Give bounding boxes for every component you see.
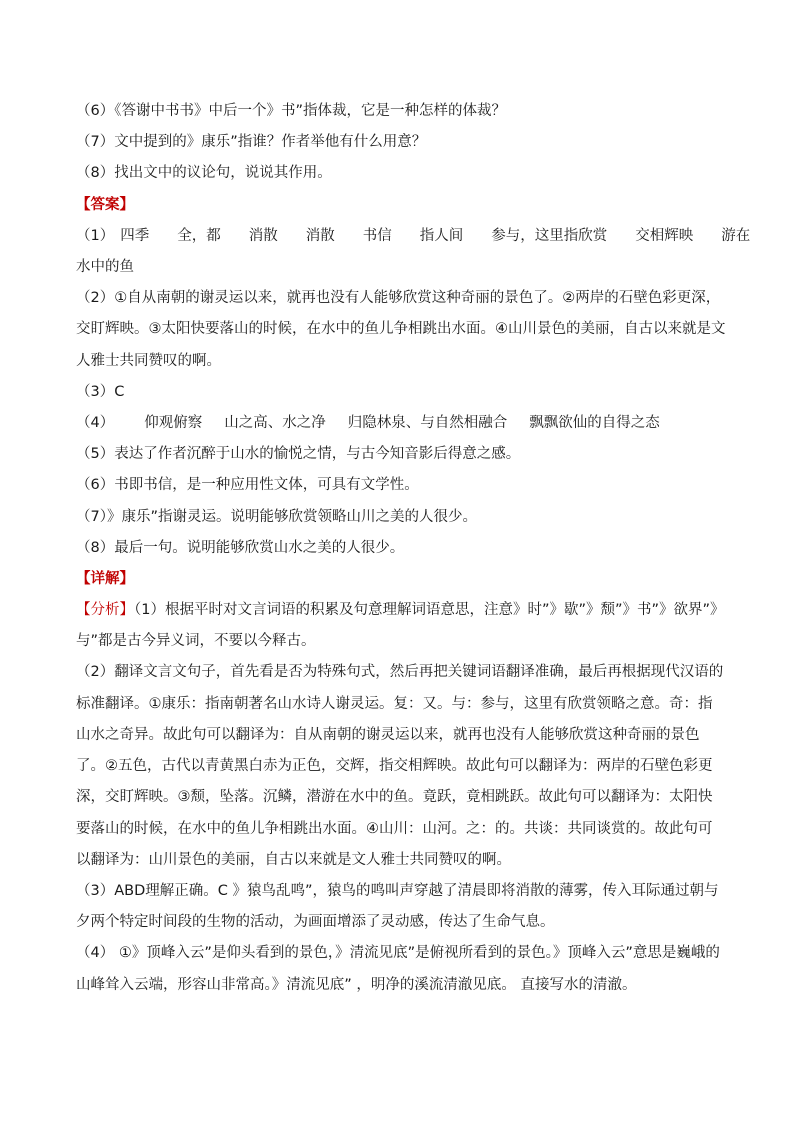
- answer-4-item: 归隐林泉、与自然相融合: [347, 414, 508, 431]
- answer-4-item: 山之高、水之净: [224, 414, 326, 431]
- answer-1: [76, 221, 751, 252]
- answer-1-item: 四季: [120, 227, 150, 244]
- answer-8: （8）最后一句。说明能够欣赏山水之美的人很少。: [76, 539, 405, 556]
- answer-7: （7）》康乐”指谢灵运。说明能够欣赏领略山川之美的人很少。: [76, 508, 477, 525]
- answer-1-item: 指人间: [419, 227, 464, 244]
- answer-4-prefix: （4）: [76, 414, 115, 431]
- analysis-2: （2）翻译文言文句子，首先看是否为特殊句式，然后再把关键词语翻译准确，最后再根据现代汉语的标准翻译。①康乐：指南朝著名山水诗人谢灵运。复：又。与：参与，这里有欣赏领略之意。奇：指山水之奇异。故此句可以翻译为：自从南朝的谢灵运以来，就再也没有人能够欣赏这种奇丽的景色了。②五色，古代以青黄黑白赤为正色，交辉，指交相辉映。故此句可以翻译为：两岸的石壁色彩更深，交盯辉映。③颓，坠落。沉鳞，潜游在水中的鱼。竟跃，竟相跳跃。故此句可以翻译为：太阳快要落山的时候，在水中的鱼儿争相跳出水面。④山川：山河。之：的。共谈：共同谈赏的。故此句可以翻译为：山川景色的美丽，自古以来就是文人雅士共同赞叹的啊。: [76, 664, 724, 868]
- answer-1-item: 消散: [305, 227, 335, 244]
- analysis-1: [76, 595, 726, 657]
- detail-heading: 【详解】: [76, 570, 134, 587]
- question-6: （6）《答谢中书书》中后一个》书”指体裁，它是一种怎样的体裁？: [76, 103, 506, 119]
- analysis-3: （3）ABD理解正确。C 》猿鸟乱鸣”，猿鸟的鸣叫声穿越了清晨即将消散的薄雾，传入耳际通过朝与夕两个特定时间段的生物的活动，为画面增添了灵动感，传达了生命气息。: [76, 882, 719, 931]
- answer-6: （6）书即书信，是一种应用性文体，可具有文学性。: [76, 477, 419, 494]
- answer-2: （2）①自从南朝的谢灵运以来，就再也没有人能够欣赏这种奇丽的景色了。②两岸的石壁色彩更深，交盯辉映。③太阳快要落山的时候，在水中的鱼儿争相跳出水面。④山川景色的美丽，自古以来就是文人雅士共同赞叹的啊。: [76, 290, 726, 369]
- answer-1-item: 书信: [362, 227, 392, 244]
- answer-1-item: 交相辉映: [635, 227, 694, 244]
- answer-4-item: 飘飘欲仙的自得之态: [529, 414, 660, 431]
- question-7: （7）文中提到的》康乐”指谁？作者举他有什么用意？: [76, 134, 427, 151]
- answer-heading: 【答案】: [76, 196, 134, 213]
- answer-1-prefix: （1）: [76, 227, 115, 244]
- answer-5: （5）表达了作者沉醉于山水的愉悦之情，与古今知音影后得意之感。: [76, 446, 521, 463]
- answer-4-item: 仰观俯察: [144, 414, 203, 431]
- answer-1-item: 游在: [721, 227, 751, 244]
- answer-1-item: 消散: [248, 227, 278, 244]
- analysis-tag: 【分析】: [76, 602, 134, 619]
- answer-1-continued: 水中的鱼: [76, 258, 134, 275]
- answer-3: （3）C: [76, 383, 125, 400]
- answer-4: [76, 408, 726, 439]
- answer-1-item: 参与，这里指欣赏: [491, 227, 608, 244]
- question-8: （8）找出文中的议论句，说说其作用。: [76, 165, 332, 182]
- document-body: [76, 96, 751, 1001]
- analysis-1-text: （1）根据平时对文言词语的积累及句意理解词语意思，注意》时”》歇”》颓”》书”》欲界”》与”都是古今异义词，不要以今释古。: [76, 602, 725, 650]
- analysis-4: （4） ①》顶峰入云”是仰头看到的景色，》清流见底”是俯视所看到的景色。》顶峰入云”意思是巍峨的山峰耸入云端，形容山非常高。》清流见底” ，明净的溪流清澈见底。 直接写水的清澈。: [76, 945, 720, 993]
- answer-1-item: 全，都: [177, 227, 221, 244]
